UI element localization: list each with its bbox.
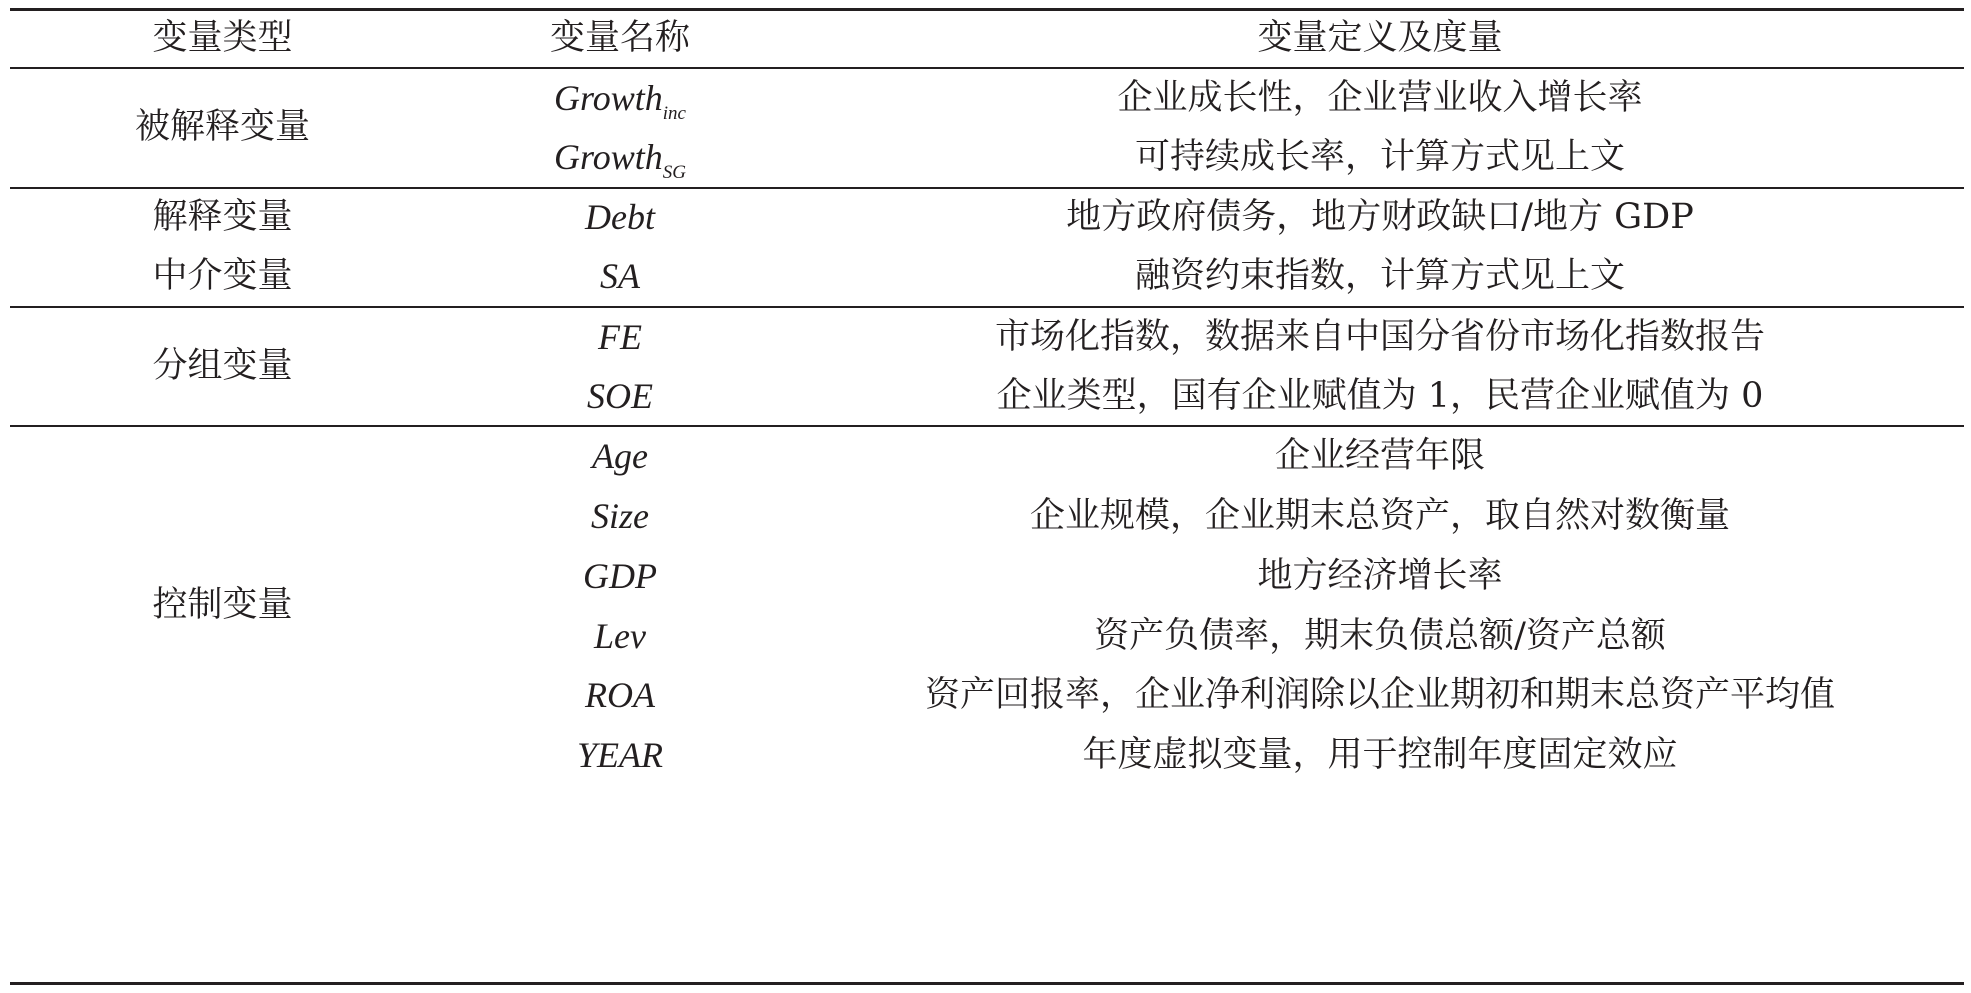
table-row-definition: 地方经济增长率 xyxy=(1257,556,1503,596)
table-row-name: ROA xyxy=(585,675,655,715)
table-bottom-rule xyxy=(10,982,1964,985)
table-row-name: SOE xyxy=(587,376,653,416)
header-rule xyxy=(10,67,1964,69)
var-name-subscript: inc xyxy=(662,103,686,124)
table-row-name: YEAR xyxy=(577,735,663,775)
table-row-name: GDP xyxy=(583,556,657,596)
table-row-definition: 企业经营年限 xyxy=(1274,436,1485,476)
table-row-definition: 企业规模，企业期末总资产，取自然对数衡量 xyxy=(1029,496,1730,536)
table-row-name: Lev xyxy=(594,616,646,656)
table-row-name: Size xyxy=(591,496,649,536)
var-name-subscript: SG xyxy=(662,162,686,183)
table-row-definition: 可持续成长率，计算方式见上文 xyxy=(1134,137,1625,177)
header-variable-definition: 变量定义及度量 xyxy=(1257,18,1503,58)
group-type-mediating: 中介变量 xyxy=(152,256,293,296)
table-row-definition: 年度虚拟变量，用于控制年度固定效应 xyxy=(1082,735,1678,775)
group-type-dependent: 被解释变量 xyxy=(134,107,310,147)
header-variable-name: 变量名称 xyxy=(549,18,690,58)
group-rule xyxy=(10,425,1964,427)
table-row-definition: 地方政府债务，地方财政缺口/地方 GDP xyxy=(1066,197,1694,237)
group-type-grouping: 分组变量 xyxy=(152,346,293,386)
table-row-name: FE xyxy=(598,317,642,357)
group-rule xyxy=(10,306,1964,308)
table-row-definition: 市场化指数，数据来自中国分省份市场化指数报告 xyxy=(994,317,1765,357)
var-name-main: Growth xyxy=(554,137,663,177)
table-row-definition: 企业成长性，企业营业收入增长率 xyxy=(1117,78,1643,118)
table-row-definition: 企业类型，国有企业赋值为 1，民营企业赋值为 0 xyxy=(996,376,1764,416)
group-rule xyxy=(10,187,1964,189)
table-row-definition: 资产负债率，期末负债总额/资产总额 xyxy=(1094,616,1666,656)
table-row-name xyxy=(440,132,800,182)
header-variable-type: 变量类型 xyxy=(152,18,293,58)
table-row-name: Age xyxy=(592,436,648,476)
table-row-definition: 融资约束指数，计算方式见上文 xyxy=(1134,256,1625,296)
table-row-definition: 资产回报率，企业净利润除以企业期初和期末总资产平均值 xyxy=(924,675,1835,715)
table-row-name: Debt xyxy=(585,197,655,237)
group-type-control: 控制变量 xyxy=(152,585,293,625)
variable-definition-table xyxy=(10,0,1964,993)
table-row-name xyxy=(440,73,800,123)
group-type-explanatory: 解释变量 xyxy=(152,197,293,237)
table-row-name: SA xyxy=(600,256,640,296)
var-name-main: Growth xyxy=(554,78,663,118)
table-top-rule xyxy=(10,8,1964,11)
